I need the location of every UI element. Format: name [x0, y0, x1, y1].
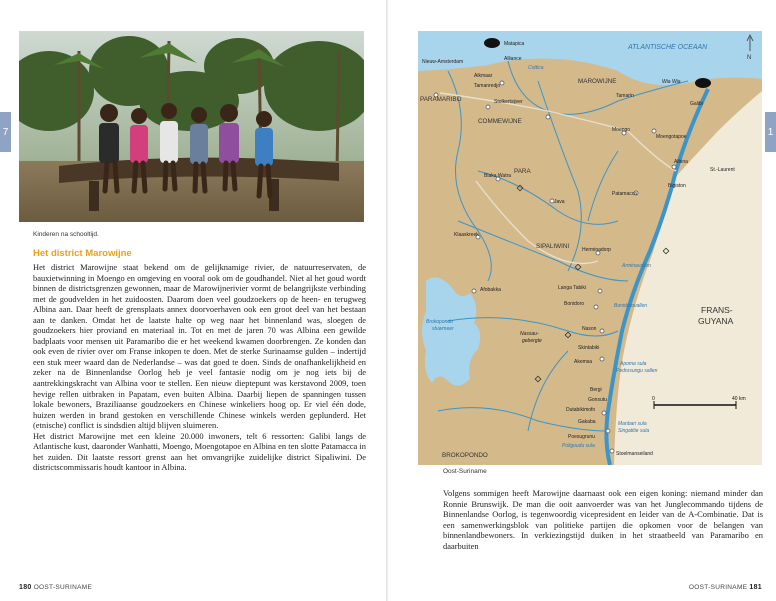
place-label: Bergi — [590, 387, 602, 393]
body-text-left — [33, 262, 366, 473]
place-label: Akemsa — [574, 359, 593, 365]
children-photo — [19, 31, 364, 222]
folio-left — [19, 584, 92, 591]
place-label: Afobakka — [480, 287, 501, 293]
scale-end: 40 km — [732, 396, 746, 402]
photo-illustration — [19, 31, 364, 222]
place-label: Albina — [674, 159, 688, 165]
water-label: Bonidorovallen — [614, 303, 648, 309]
map-caption: Oost-Suriname — [443, 468, 487, 475]
place-label: Moengo — [612, 127, 631, 133]
country-label-2: GUYANA — [698, 316, 734, 326]
district-label: BROKOPONDO — [442, 452, 488, 459]
place-label: Herminadorp — [582, 247, 611, 253]
place-label: Tamanredjo — [474, 83, 501, 89]
page-number-left: 180 — [19, 584, 32, 591]
district-label: PARAMARIBO — [420, 96, 462, 103]
place-label: Dutabikimofo — [566, 407, 596, 413]
body-text-right: Volgens sommigen heeft Marowijne daarnaast ook een eigen koning: niemand minder dan Ronnie Brunswijk. De man die ooit aanvoerder was van het Junglecommando tijdens de Binnenlandse Oorlog, is tegenwoordig vicepresident en leider van de A-Combinatie. Dat is een samenwerkingsblok van politieke partijen die opkomen voor de belangen van binnenlandbewoners. In verkiezingstijd duiken in het straatbeeld van Paramaribo en daarbuiten — [443, 488, 763, 551]
place-label: Bonidoro — [564, 301, 585, 307]
place-label: Wia Wia — [662, 79, 681, 85]
water-label: Arminavallen — [622, 263, 651, 269]
place-label: Stolkertsijver — [494, 99, 523, 105]
place-label: Alkmaar — [474, 73, 493, 79]
ocean-label: ATLANTISCHE OCEAAN — [628, 44, 708, 51]
water-label: Pedrosungu sallen — [616, 368, 658, 374]
page-number-right: 181 — [749, 584, 762, 591]
running-title-right: OOST-SURINAME — [688, 584, 748, 591]
place-label: Langa Tabiki — [558, 285, 586, 291]
place-label: Poesugrunu — [568, 434, 595, 440]
place-label: Alliance — [504, 56, 522, 62]
place-label: Cottica — [528, 65, 544, 71]
place-label: Gonsutu — [588, 397, 607, 403]
place-label: Stoelmanseiland — [616, 451, 653, 457]
section-heading: Het district Marowijne — [33, 248, 132, 259]
place-label: Nieuw-Amsterdam — [422, 59, 464, 65]
place-label: Nassau- — [520, 331, 539, 337]
place-label: Java — [554, 199, 565, 205]
district-label: COMMEWIJNE — [478, 118, 522, 125]
east-suriname-map — [418, 31, 762, 465]
place-label: Tamarin — [616, 93, 634, 99]
water-label: Singatitie sula — [618, 428, 650, 434]
running-title-left: OOST-SURINAME — [33, 584, 93, 591]
north-label: N — [747, 55, 752, 61]
district-label: MAROWIJNE — [578, 78, 617, 85]
place-label: Gakaba — [578, 419, 596, 425]
water-label: Apoma sula — [620, 361, 647, 367]
place-label: Bigiston — [668, 183, 686, 189]
folio-right — [689, 584, 762, 591]
paragraph-1: Het district Marowijne staat bekend om de gelijknamige rivier, de natuurreservaten, de bauxietwinning in Moengo en omgeving en vooral ook om de goudhandel. Niet al het goud wordt binnen de districtsgrenzen gewonnen, maar de Marowijnerivier vormt de belangrijkste verbinding met de goudvelden in het zuidoosten. Daarom doen veel goudzoekers op de heen- en terugweg Albina aan. Daar heeft de grensplaats annex doorvoerhaven ook een groot deel van het bestaan aan te danken. Omdat het de laatste halte op weg naar het binnenland was, sloegen de goudzoekers hier proviand en materiaal in. Tot en met de jaren 70 was Albina een gewilde badplaats voor mensen uit Paramaribo die er het weekend kwamen doorbrengen. Ze konden dan ook even de rivier over om Franse inkopen te doen. Met de sterke Surinaamse gulden – indertijd een stuk meer waard dan de Nederlandse – was dat goed te doen. Sinds de onafhankelijkheid en zeker na de Binnenlandse Oorlog heb je veel fantasie nodig om je nog iets bij de aantrekkingskracht van Albina voor te stellen. Een nieuw dieptepunt was kerstavond 2009, toen hevige rellen uitbraken in Papatam, even buiten Albina. Daarbij liepen de spanningen tussen lokale bewoners, Braziliaanse goudzoekers en Chinese winkeliers hoog op. Er viel één dode, huizen werden in brand gestoken en verschillende Chinese winkels werden geplunderd. Het (etnische) conflict is sindsdien altijd blijven sluimeren. — [33, 262, 366, 431]
water-label: Poligoudu sula — [562, 443, 595, 449]
place-label: Klaaskreek — [454, 232, 479, 238]
lake-label-1: Brokopondo — [426, 319, 453, 325]
district-label: PARA — [514, 168, 531, 175]
water-label: Manbari sula — [618, 421, 647, 427]
place-label: St.-Laurent — [710, 167, 735, 173]
lake-label-2: stuwmeer — [432, 326, 454, 332]
place-label: Galibi — [690, 101, 703, 107]
scale-start: 0 — [652, 396, 655, 402]
place-label: gebergte — [522, 338, 542, 344]
country-label-1: FRANS- — [701, 305, 733, 315]
place-label: Patamacca — [612, 191, 638, 197]
place-label: Moengotapoe — [656, 134, 687, 140]
chapter-tab-right: 1 — [765, 112, 776, 152]
place-label: Skintabiki — [578, 345, 600, 351]
place-label: Blaka Watra — [484, 173, 512, 179]
paragraph-2: Het district Marowijne met een kleine 20.000 inwoners, telt 6 ressorten: Galibi langs de Atlantische kust, daaronder Wanhatti, Moengo, Moengotapoe en Albina en ten slotte Patamacca in het zuiden. Dit laatste ressort grenst aan het omvangrijke zuidelijke district Sipaliwini. De districtscommissaris houdt kantoor in Albina. — [33, 430, 366, 473]
place-label: Nason — [582, 326, 597, 332]
place-label: Matapica — [504, 41, 525, 47]
district-label: SIPALIWINI — [536, 243, 570, 250]
chapter-tab-left: 7 — [0, 112, 11, 152]
photo-caption: Kinderen na schooltijd. — [33, 231, 99, 238]
